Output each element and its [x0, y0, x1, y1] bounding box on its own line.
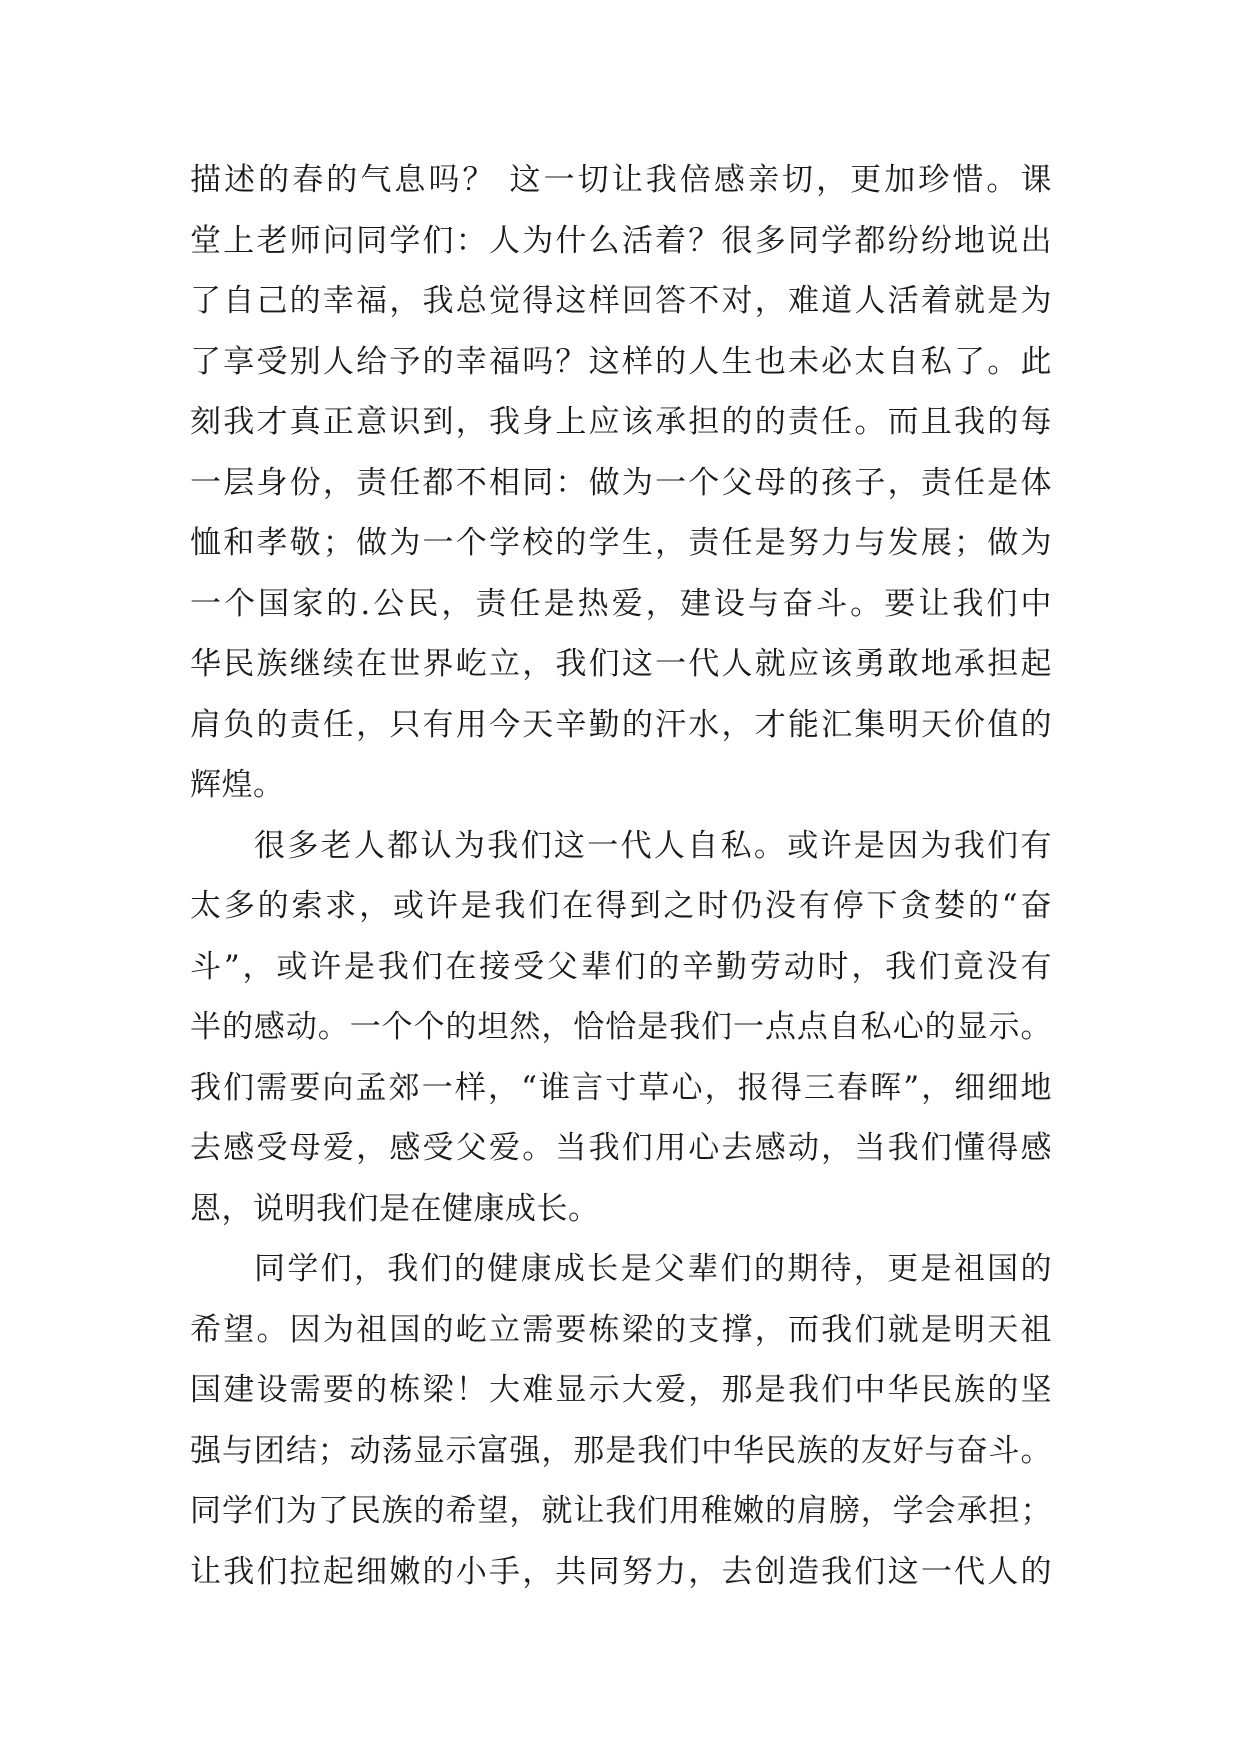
text-line: 一层身份，责任都不相同：做为一个父母的孩子，责任是体	[190, 464, 1052, 501]
essay-body	[190, 150, 1052, 1602]
text-line: 恩，说明我们是在健康成长。	[190, 1190, 600, 1227]
text-line: 希望。因为祖国的屹立需要栋梁的支撑，而我们就是明天祖	[190, 1311, 1052, 1348]
text-line: 肩负的责任，只有用今天辛勤的汗水，才能汇集明天价值的	[190, 706, 1052, 743]
paragraph-2	[190, 816, 1052, 1240]
text-line: 辉煌。	[190, 767, 285, 803]
text-line: 描述的春的气息吗？ 这一切让我倍感亲切，更加珍惜。课	[190, 162, 1052, 198]
text-line: 国建设需要的栋梁！大难显示大爱，那是我们中华民族的坚	[190, 1372, 1052, 1408]
text-line: 堂上老师问同学们：人为什么活着？很多同学都纷纷地说出	[190, 222, 1052, 259]
text-line: 恤和孝敬；做为一个学校的学生，责任是努力与发展；做为	[190, 525, 1052, 561]
text-line: 了自己的幸福，我总觉得这样回答不对，难道人活着就是为	[190, 283, 1052, 319]
text-line: 斗”，或许是我们在接受父辈们的辛勤劳动时，我们竟没有	[190, 948, 1052, 985]
text-line: 刻我才真正意识到，我身上应该承担的的责任。而且我的每	[190, 404, 1052, 440]
text-line: 太多的索求，或许是我们在得到之时仍没有停下贪婪的“奋	[190, 888, 1052, 924]
text-line: 华民族继续在世界屹立，我们这一代人就应该勇敢地承担起	[190, 646, 1052, 682]
paragraph-1	[190, 150, 1052, 816]
text-line: 我们需要向孟郊一样，“谁言寸草心，报得三春晖”，细细地	[190, 1069, 1052, 1106]
text-line: 了享受别人给予的幸福吗？这样的人生也未必太自私了。此	[190, 343, 1052, 380]
text-line: 同学们，我们的健康成长是父辈们的期待，更是祖国的	[254, 1251, 1052, 1287]
text-line: 强与团结；动荡显示富强，那是我们中华民族的友好与奋斗。	[190, 1432, 1052, 1469]
text-line: 去感受母爱，感受父爱。当我们用心去感动，当我们懂得感	[190, 1130, 1052, 1166]
text-line: 半的感动。一个个的坦然，恰恰是我们一点点自私心的显示。	[190, 1009, 1052, 1045]
paragraph-3	[190, 1239, 1052, 1602]
text-line: 同学们为了民族的希望，就让我们用稚嫩的肩膀，学会承担；	[190, 1493, 1052, 1529]
text-line: 让我们拉起细嫩的小手，共同努力，去创造我们这一代人的	[190, 1553, 1052, 1590]
text-line: 一个国家的.公民，责任是热爱，建设与奋斗。要让我们中	[190, 585, 1052, 622]
text-line: 很多老人都认为我们这一代人自私。或许是因为我们有	[254, 827, 1052, 864]
